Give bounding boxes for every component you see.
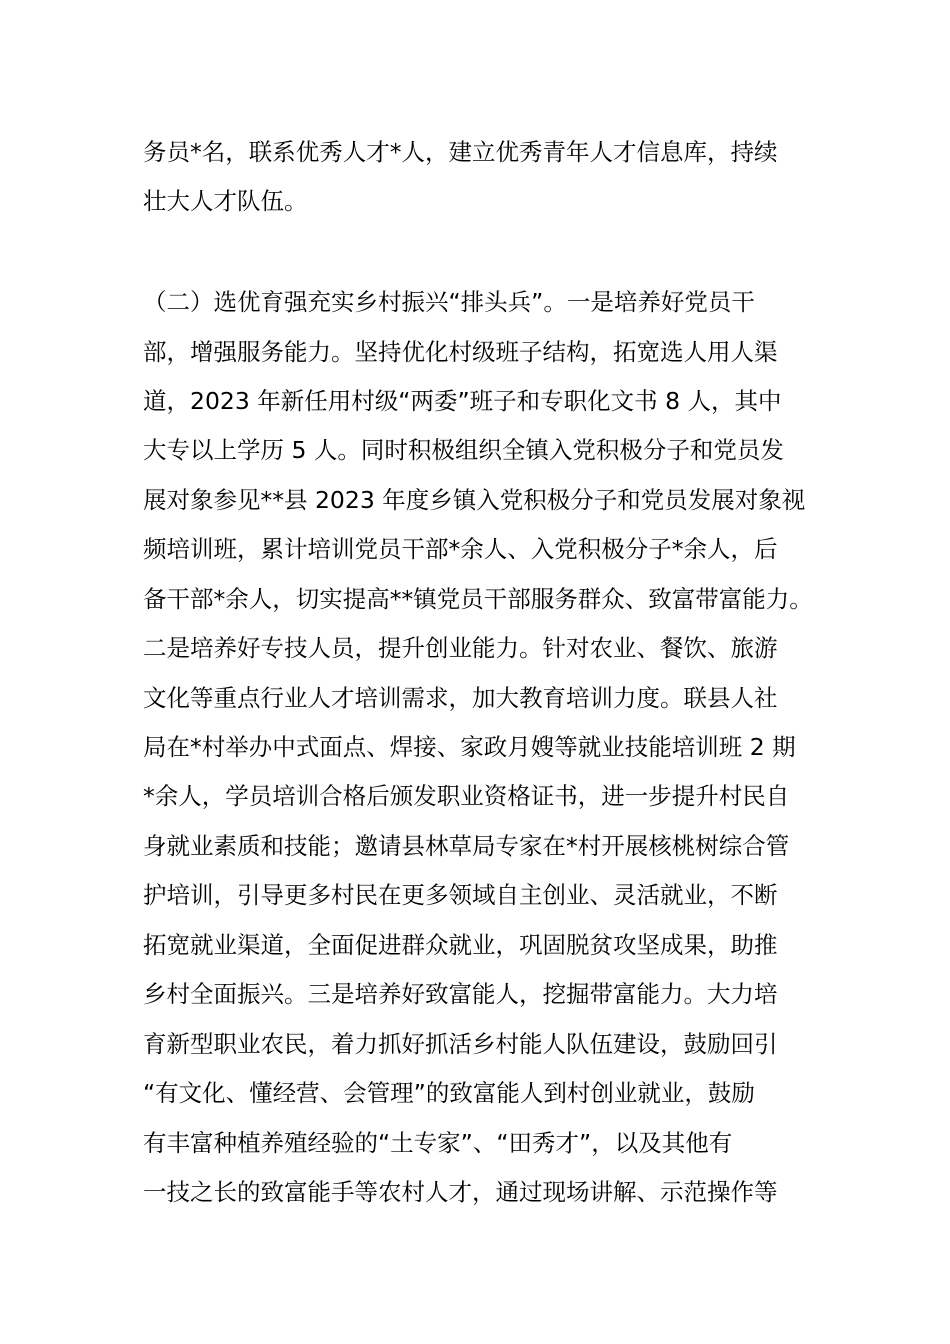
text-line: 道，2023 年新任用村级“两委”班子和专职化文书 8 人，其中 (143, 387, 782, 415)
text-line: 护培训，引导更多村民在更多领域自主创业、灵活就业，不断 (143, 881, 778, 909)
section-heading-line: （二）选优育强充实乡村振兴“排头兵”。一是培养好党员干 (143, 288, 755, 316)
text-line: 育新型职业农民，着力抓好抓活乡村能人队伍建设，鼓励回引 (143, 1030, 778, 1058)
text-line: 展对象参见**县 2023 年度乡镇入党积极分子和党员发展对象视 (143, 486, 806, 514)
text-line: 一技之长的致富能手等农村人才，通过现场讲解、示范操作等 (143, 1178, 778, 1206)
text-line: 乡村全面振兴。三是培养好致富能人，挖掘带富能力。大力培 (143, 980, 778, 1008)
text-line: “有文化、懂经营、会管理”的致富能人到村创业就业，鼓励 (143, 1079, 755, 1107)
text-line: 拓宽就业渠道，全面促进群众就业，巩固脱贫攻坚成果，助推 (143, 931, 778, 959)
text-line: 局在*村举办中式面点、焊接、家政月嫂等就业技能培训班 2 期 (143, 733, 796, 761)
text-line: 有丰富种植养殖经验的“土专家”、“田秀才”，以及其他有 (143, 1129, 733, 1157)
text-line: 部，增强服务能力。坚持优化村级班子结构，拓宽选人用人渠 (143, 338, 778, 366)
text-line: *余人，学员培训合格后颁发职业资格证书，进一步提升村民自 (143, 782, 790, 810)
text-line: 身就业素质和技能；邀请县林草局专家在*村开展核桃树综合管 (143, 832, 790, 860)
text-line: 二是培养好专技人员，提升创业能力。针对农业、餐饮、旅游 (143, 634, 778, 662)
text-line: 频培训班，累计培训党员干部*余人、入党积极分子*余人，后 (143, 535, 778, 563)
text-line: 文化等重点行业人才培训需求，加大教育培训力度。联县人社 (143, 684, 778, 712)
text-line: 备干部*余人，切实提高**镇党员干部服务群众、致富带富能力。 (143, 585, 813, 613)
text-line: 务员*名，联系优秀人才*人，建立优秀青年人才信息库，持续 (143, 138, 778, 166)
text-line: 壮大人才队伍。 (143, 187, 308, 215)
text-line: 大专以上学历 5 人。同时积极组织全镇入党积极分子和党员发 (143, 436, 784, 464)
